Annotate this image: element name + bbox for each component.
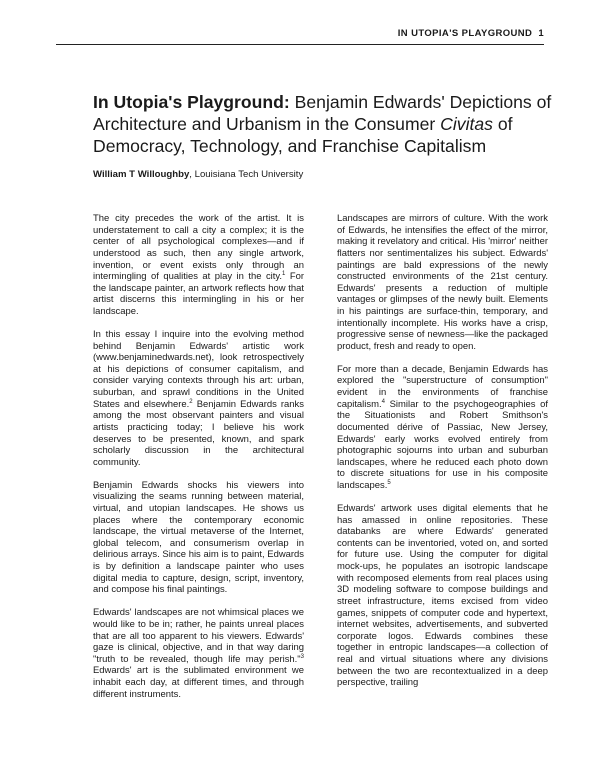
- author-name: William T Willoughby: [93, 169, 190, 180]
- paragraph-text: Landscapes are mirrors of culture. With the work of Edwards, he intensifies the effect of the mirror, making it revelatory and critical. His 'mirror' neither flatters nor sentimentalizes his subject. Edwards' paintings are bald expressions of the newly constructed environments of the 21st century. Edwards' presents a reduction of multiple vantages or glimpses of the newly built. Elements in his paintings are surface-thin, temporary, and intentionally incomplete. His works have a crisp, progressive sense of newness—like the packaged product, fresh and ready to open.: [337, 213, 548, 352]
- title-emphasis: Civitas: [440, 114, 493, 134]
- footnote-marker: 5: [387, 479, 391, 486]
- paragraph-text: For more than a decade, Benjamin Edwards has explored the "superstructure of consumption" evident in the environments of franchise capitalism.: [337, 363, 548, 410]
- footnote-marker: 3: [300, 653, 304, 660]
- author-line: [93, 169, 303, 180]
- running-header: [56, 28, 544, 45]
- footnote-marker: 4: [381, 398, 385, 405]
- title-part-2: of Democracy, Technology, and Franchise Capitalism: [93, 114, 513, 156]
- paragraph-text: Edwards' artwork uses digital elements that he has amassed in online repositories. These databanks are where Edwards' generated contents can be inventoried, voted on, and sorted for future use. Using the computer for digital mock-ups, he populates an isotropic landscape with recomposed elements from real places using 3D modeling software to compose buildings and street infrastructure, items excised from video games, snippets of computer code and hypertext, internet websites, advertisements, and subverted corporate logos. Edwards combines these together in entropic landscapes—a collection of real and virtual situations where any divisions between the two are recontextualized in a deep perspective, trailing: [337, 502, 548, 689]
- paragraph-text: Edwards' art is the sublimated environment we inhabit each day, at different times, and through different instruments.: [93, 665, 304, 700]
- paragraph-text: Benjamin Edwards ranks among the most observant painters and visual artists practicing today; I believe his work deserves to be presented, known, and spark scholarly discussion in the architectural community.: [93, 398, 304, 468]
- footnote-marker: 1: [282, 270, 286, 277]
- paragraph-text: Edwards' landscapes are not whimsical places we would like to be in; rather, he paints unreal places that are all too apparent to his viewers. Edwards' gaze is clinical, objective, and in that way daring "truth to be revealed, though life may perish.": [93, 607, 304, 665]
- paragraph-text: Similar to the psychogeographies of the Situationists and Robert Smithson's documented dérive of Passiac, New Jersey, Edwards' early works evolved entirely from photographic sojourns into urban and suburban landscapes, where he reduced each photo down to discrete situations for use in his composite landscapes.: [337, 398, 548, 492]
- paragraph: [337, 213, 548, 353]
- author-affiliation: , Louisiana Tech University: [189, 169, 304, 180]
- paragraph: [93, 329, 304, 469]
- footnote-marker: 2: [189, 398, 193, 405]
- paragraph: [337, 364, 548, 492]
- paragraph-text: In this essay I inquire into the evolving method behind Benjamin Edwards' artistic work (www.benjaminedwards.net), look retrospectively at his depictions of consumer capitalism, and consider varying contexts through his art: urban, suburban, and sprawl conditions in the United States and elsewhere.: [93, 328, 304, 410]
- title-part-1: Benjamin Edwards' Depictions of Architecture and Urbanism in the Consumer: [93, 92, 552, 134]
- article-title: [93, 91, 563, 157]
- right-column: [337, 213, 548, 700]
- title-lead: In Utopia's Playground:: [93, 92, 290, 112]
- paragraph-text: Benjamin Edwards shocks his viewers into visualizing the seams running between material, virtual, and utopian landscapes. He shows us places where the contemporary economic landscape, the virtual metaverse of the Internet, global telecom, and consumerism overlap in delirious arrays. Since his aim is to paint, Edwards is by definition a landscape painter who uses digital media to capture, design, script, inventory, and compose his final paintings.: [93, 479, 304, 596]
- running-header-title: IN UTOPIA'S PLAYGROUND: [397, 28, 533, 39]
- paragraph: [93, 607, 304, 700]
- page-number: 1: [538, 28, 544, 39]
- paragraph-text: For the landscape painter, an artwork reflects how that artist discerns this intermingling in his or her landscape.: [93, 271, 304, 317]
- paragraph: [93, 213, 304, 318]
- paragraph-text: The city precedes the work of the artist. It is understatement to call a city a complex; it is the center of all psychological complexes—and if understood as such, then any single artwork, invention, or event exists only through an intermingling of qualities at play in the city.: [93, 213, 304, 283]
- paragraph: [337, 503, 548, 689]
- paragraph: [93, 480, 304, 596]
- left-column: [93, 213, 304, 712]
